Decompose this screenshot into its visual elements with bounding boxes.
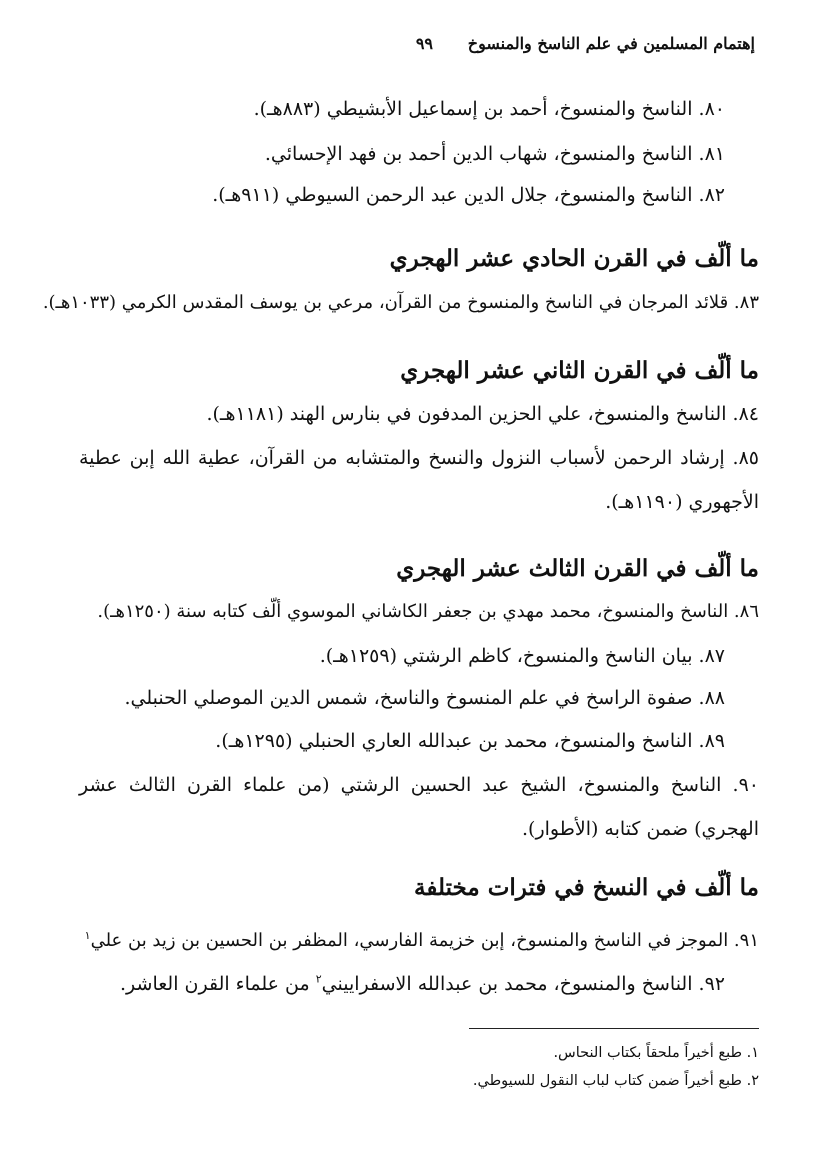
- entry-84: ٨٤. الناسخ والمنسوخ، علي الحزين المدفون في بنارس الهند (١١٨١هـ).: [206, 403, 759, 425]
- entry-91: [85, 927, 759, 955]
- footnote-separator: [469, 1028, 759, 1029]
- section-heading-13th-century: ما ألّف في القرن الثالث عشر الهجري: [396, 555, 759, 582]
- entry-88: ٨٨. صفوة الراسخ في علم المنسوخ والناسخ، شمس الدين الموصلي الحنبلي.: [124, 687, 725, 709]
- entry-81: ٨١. الناسخ والمنسوخ، شهاب الدين أحمد بن فهد الإحسائي.: [264, 143, 725, 165]
- running-title: إهتمام المسلمين في علم الناسخ والمنسوخ: [467, 34, 755, 53]
- entry-91-text: ٩١. الموجز في الناسخ والمنسوخ، إبن خزيمة الفارسي، المظفر بن الحسين بن زيد بن علي: [90, 930, 759, 951]
- footnote-ref-1: ١: [84, 929, 91, 942]
- section-heading-11th-century: ما ألّف في القرن الحادي عشر الهجري: [389, 245, 759, 272]
- footnote-ref-2: ٢: [315, 972, 322, 986]
- entry-83: ٨٣. قلائد المرجان في الناسخ والمنسوخ من القرآن، مرعي بن يوسف المقدس الكرمي (١٠٣٣هـ).: [42, 292, 759, 313]
- entry-85-line-1: ٨٥. إرشاد الرحمن لأسباب النزول والنسخ والمتشابه من القرآن، عطية الله إبن عطية: [79, 447, 759, 469]
- footnote-1: ١. طبع أخيراً ملحقاً بكتاب النحاس.: [553, 1045, 759, 1061]
- entry-89: ٨٩. الناسخ والمنسوخ، محمد بن عبدالله العاري الحنبلي (١٢٩٥هـ).: [215, 730, 725, 752]
- entry-85-line-2: الأجهوري (١١٩٠هـ).: [605, 491, 759, 513]
- entry-86: ٨٦. الناسخ والمنسوخ، محمد مهدي بن جعفر الكاشاني الموسوي ألّف كتابه سنة (١٢٥٠هـ).: [97, 601, 759, 622]
- entry-82: ٨٢. الناسخ والمنسوخ، جلال الدين عبد الرحمن السيوطي (٩١١هـ).: [212, 184, 725, 206]
- page-number: ٩٩: [415, 34, 433, 53]
- entry-92: [120, 970, 725, 998]
- section-heading-various-periods: ما ألّف في النسخ في فترات مختلفة: [414, 874, 759, 901]
- entry-80: ٨٠. الناسخ والمنسوخ، أحمد بن إسماعيل الأبشيطي (٨٨٣هـ).: [253, 98, 725, 120]
- entry-90-line-2: الهجري) ضمن كتابه (الأطوار).: [522, 818, 759, 840]
- section-heading-12th-century: ما ألّف في القرن الثاني عشر الهجري: [400, 357, 759, 384]
- footnote-2: ٢. طبع أخيراً ضمن كتاب لباب النقول للسيوطي.: [472, 1073, 759, 1089]
- entry-92-text-end: من علماء القرن العاشر.: [120, 973, 316, 995]
- running-head: [82, 34, 755, 60]
- entry-92-text-start: ٩٢. الناسخ والمنسوخ، محمد بن عبدالله الاسفراييني: [321, 973, 725, 995]
- entry-90-line-1: ٩٠. الناسخ والمنسوخ، الشيخ عبد الحسين الرشتي (من علماء القرن الثالث عشر: [79, 774, 759, 796]
- entry-87: ٨٧. بيان الناسخ والمنسوخ، كاظم الرشتي (١٢٥٩هـ).: [319, 645, 725, 667]
